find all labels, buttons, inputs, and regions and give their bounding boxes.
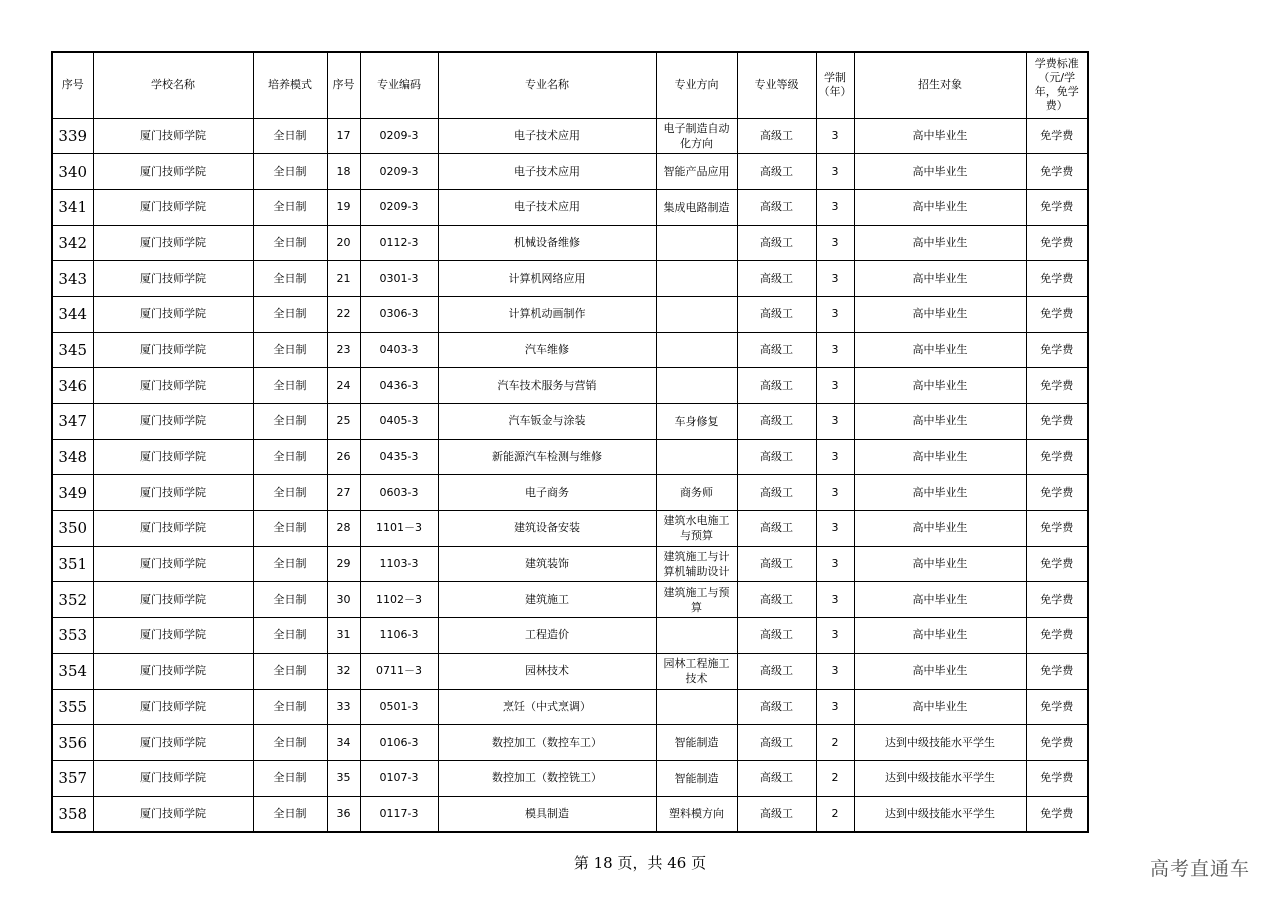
duration-years-cell: 3 bbox=[816, 404, 854, 440]
tuition-fee-cell: 免学费 bbox=[1026, 689, 1088, 725]
seq-no-cell: 21 bbox=[327, 261, 360, 297]
tuition-fee-cell: 免学费 bbox=[1026, 653, 1088, 689]
table-row bbox=[52, 189, 1088, 225]
major-code-cell: 0107-3 bbox=[360, 760, 438, 796]
training-mode-cell: 全日制 bbox=[253, 118, 327, 154]
major-name-cell: 建筑施工 bbox=[438, 582, 656, 618]
major-code-cell: 0403-3 bbox=[360, 332, 438, 368]
major-level-cell: 高级工 bbox=[737, 261, 816, 297]
seq-no-cell: 19 bbox=[327, 189, 360, 225]
tuition-fee-cell: 免学费 bbox=[1026, 261, 1088, 297]
tuition-fee-cell: 免学费 bbox=[1026, 546, 1088, 582]
table-row bbox=[52, 296, 1088, 332]
seq-no-cell: 24 bbox=[327, 368, 360, 404]
major-name-cell: 汽车维修 bbox=[438, 332, 656, 368]
major-name-cell: 电子技术应用 bbox=[438, 118, 656, 154]
target-students-cell: 达到中级技能水平学生 bbox=[854, 796, 1026, 832]
training-mode-cell: 全日制 bbox=[253, 760, 327, 796]
school-name-cell: 厦门技师学院 bbox=[93, 796, 253, 832]
tuition-fee-cell: 免学费 bbox=[1026, 618, 1088, 654]
major-level-cell: 高级工 bbox=[737, 225, 816, 261]
major-name-cell: 电子商务 bbox=[438, 475, 656, 511]
major-code-cell: 1102－3 bbox=[360, 582, 438, 618]
school-name-cell: 厦门技师学院 bbox=[93, 189, 253, 225]
major-direction-cell: 建筑施工与计算机辅助设计 bbox=[656, 546, 737, 582]
major-code-cell: 0209-3 bbox=[360, 118, 438, 154]
major-direction-cell bbox=[656, 368, 737, 404]
table-row bbox=[52, 368, 1088, 404]
target-students-cell: 高中毕业生 bbox=[854, 296, 1026, 332]
tuition-fee-cell: 免学费 bbox=[1026, 511, 1088, 547]
training-mode-cell: 全日制 bbox=[253, 261, 327, 297]
major-level-cell: 高级工 bbox=[737, 653, 816, 689]
duration-years-cell: 3 bbox=[816, 511, 854, 547]
table-row bbox=[52, 582, 1088, 618]
major-code-cell: 0306-3 bbox=[360, 296, 438, 332]
table-row bbox=[52, 332, 1088, 368]
training-mode-cell: 全日制 bbox=[253, 511, 327, 547]
tuition-fee-cell: 免学费 bbox=[1026, 296, 1088, 332]
enrollment-table bbox=[51, 51, 1089, 833]
target-students-cell: 高中毕业生 bbox=[854, 546, 1026, 582]
row-index-cell: 340 bbox=[52, 154, 93, 190]
major-name-cell: 机械设备维修 bbox=[438, 225, 656, 261]
school-name-cell: 厦门技师学院 bbox=[93, 368, 253, 404]
school-name-cell: 厦门技师学院 bbox=[93, 760, 253, 796]
duration-years-cell: 3 bbox=[816, 261, 854, 297]
school-name-cell: 厦门技师学院 bbox=[93, 296, 253, 332]
row-index-cell: 353 bbox=[52, 618, 93, 654]
school-name-cell: 厦门技师学院 bbox=[93, 154, 253, 190]
row-index-cell: 356 bbox=[52, 725, 93, 761]
duration-years-cell: 3 bbox=[816, 546, 854, 582]
target-students-cell: 高中毕业生 bbox=[854, 118, 1026, 154]
duration-years-cell: 3 bbox=[816, 582, 854, 618]
target-students-cell: 高中毕业生 bbox=[854, 439, 1026, 475]
seq-no-cell: 33 bbox=[327, 689, 360, 725]
training-mode-cell: 全日制 bbox=[253, 154, 327, 190]
row-index-cell: 346 bbox=[52, 368, 93, 404]
table-row bbox=[52, 653, 1088, 689]
seq-no-cell: 28 bbox=[327, 511, 360, 547]
major-name-cell: 新能源汽车检测与维修 bbox=[438, 439, 656, 475]
major-name-cell: 建筑设备安装 bbox=[438, 511, 656, 547]
major-direction-cell: 建筑施工与预算 bbox=[656, 582, 737, 618]
school-name-cell: 厦门技师学院 bbox=[93, 511, 253, 547]
table-row bbox=[52, 689, 1088, 725]
row-index-cell: 342 bbox=[52, 225, 93, 261]
major-direction-cell bbox=[656, 296, 737, 332]
major-code-cell: 0603-3 bbox=[360, 475, 438, 511]
major-level-cell: 高级工 bbox=[737, 475, 816, 511]
header-cell: 专业等级 bbox=[737, 52, 816, 118]
major-code-cell: 0405-3 bbox=[360, 404, 438, 440]
major-name-cell: 工程造价 bbox=[438, 618, 656, 654]
major-level-cell: 高级工 bbox=[737, 725, 816, 761]
school-name-cell: 厦门技师学院 bbox=[93, 225, 253, 261]
major-direction-cell: 车身修复 bbox=[656, 404, 737, 440]
training-mode-cell: 全日制 bbox=[253, 296, 327, 332]
seq-no-cell: 30 bbox=[327, 582, 360, 618]
major-direction-cell: 智能产品应用 bbox=[656, 154, 737, 190]
tuition-fee-cell: 免学费 bbox=[1026, 475, 1088, 511]
duration-years-cell: 3 bbox=[816, 118, 854, 154]
major-name-cell: 模具制造 bbox=[438, 796, 656, 832]
row-index-cell: 352 bbox=[52, 582, 93, 618]
major-level-cell: 高级工 bbox=[737, 154, 816, 190]
seq-no-cell: 23 bbox=[327, 332, 360, 368]
target-students-cell: 高中毕业生 bbox=[854, 689, 1026, 725]
target-students-cell: 高中毕业生 bbox=[854, 189, 1026, 225]
duration-years-cell: 2 bbox=[816, 725, 854, 761]
major-direction-cell bbox=[656, 261, 737, 297]
major-level-cell: 高级工 bbox=[737, 689, 816, 725]
seq-no-cell: 29 bbox=[327, 546, 360, 582]
school-name-cell: 厦门技师学院 bbox=[93, 653, 253, 689]
major-code-cell: 0106-3 bbox=[360, 725, 438, 761]
tuition-fee-cell: 免学费 bbox=[1026, 725, 1088, 761]
major-level-cell: 高级工 bbox=[737, 760, 816, 796]
major-level-cell: 高级工 bbox=[737, 118, 816, 154]
school-name-cell: 厦门技师学院 bbox=[93, 546, 253, 582]
tuition-fee-cell: 免学费 bbox=[1026, 760, 1088, 796]
tuition-fee-cell: 免学费 bbox=[1026, 189, 1088, 225]
training-mode-cell: 全日制 bbox=[253, 439, 327, 475]
table-row bbox=[52, 760, 1088, 796]
target-students-cell: 高中毕业生 bbox=[854, 404, 1026, 440]
tuition-fee-cell: 免学费 bbox=[1026, 225, 1088, 261]
school-name-cell: 厦门技师学院 bbox=[93, 582, 253, 618]
target-students-cell: 高中毕业生 bbox=[854, 618, 1026, 654]
major-code-cell: 0301-3 bbox=[360, 261, 438, 297]
table-row bbox=[52, 154, 1088, 190]
major-name-cell: 数控加工（数控车工） bbox=[438, 725, 656, 761]
major-name-cell: 数控加工（数控铣工） bbox=[438, 760, 656, 796]
duration-years-cell: 2 bbox=[816, 796, 854, 832]
training-mode-cell: 全日制 bbox=[253, 653, 327, 689]
school-name-cell: 厦门技师学院 bbox=[93, 118, 253, 154]
row-index-cell: 341 bbox=[52, 189, 93, 225]
seq-no-cell: 31 bbox=[327, 618, 360, 654]
training-mode-cell: 全日制 bbox=[253, 475, 327, 511]
major-code-cell: 0501-3 bbox=[360, 689, 438, 725]
major-name-cell: 烹饪（中式烹调） bbox=[438, 689, 656, 725]
seq-no-cell: 20 bbox=[327, 225, 360, 261]
major-name-cell: 电子技术应用 bbox=[438, 189, 656, 225]
header-cell: 序号 bbox=[52, 52, 93, 118]
seq-no-cell: 32 bbox=[327, 653, 360, 689]
training-mode-cell: 全日制 bbox=[253, 404, 327, 440]
watermark-logo-text: 高考直通车 bbox=[1149, 858, 1250, 880]
duration-years-cell: 3 bbox=[816, 475, 854, 511]
row-index-cell: 343 bbox=[52, 261, 93, 297]
row-index-cell: 344 bbox=[52, 296, 93, 332]
school-name-cell: 厦门技师学院 bbox=[93, 404, 253, 440]
major-code-cell: 0711－3 bbox=[360, 653, 438, 689]
major-name-cell: 计算机网络应用 bbox=[438, 261, 656, 297]
school-name-cell: 厦门技师学院 bbox=[93, 332, 253, 368]
major-name-cell: 建筑装饰 bbox=[438, 546, 656, 582]
table-row bbox=[52, 118, 1088, 154]
row-index-cell: 339 bbox=[52, 118, 93, 154]
major-code-cell: 0209-3 bbox=[360, 154, 438, 190]
duration-years-cell: 3 bbox=[816, 154, 854, 190]
school-name-cell: 厦门技师学院 bbox=[93, 439, 253, 475]
major-code-cell: 1101－3 bbox=[360, 511, 438, 547]
page-number: 第 18 页，共 46 页 bbox=[573, 854, 707, 872]
seq-no-cell: 34 bbox=[327, 725, 360, 761]
training-mode-cell: 全日制 bbox=[253, 225, 327, 261]
table-row bbox=[52, 618, 1088, 654]
duration-years-cell: 3 bbox=[816, 618, 854, 654]
header-cell: 学制 （年） bbox=[816, 52, 854, 118]
duration-years-cell: 3 bbox=[816, 189, 854, 225]
target-students-cell: 高中毕业生 bbox=[854, 368, 1026, 404]
major-direction-cell: 集成电路制造 bbox=[656, 189, 737, 225]
table-body bbox=[52, 118, 1088, 832]
training-mode-cell: 全日制 bbox=[253, 332, 327, 368]
major-level-cell: 高级工 bbox=[737, 296, 816, 332]
major-direction-cell: 电子制造自动化方向 bbox=[656, 118, 737, 154]
header-cell: 专业方向 bbox=[656, 52, 737, 118]
major-level-cell: 高级工 bbox=[737, 582, 816, 618]
training-mode-cell: 全日制 bbox=[253, 368, 327, 404]
row-index-cell: 347 bbox=[52, 404, 93, 440]
row-index-cell: 349 bbox=[52, 475, 93, 511]
seq-no-cell: 26 bbox=[327, 439, 360, 475]
header-cell: 培养模式 bbox=[253, 52, 327, 118]
header-row bbox=[52, 52, 1088, 118]
target-students-cell: 高中毕业生 bbox=[854, 225, 1026, 261]
row-index-cell: 345 bbox=[52, 332, 93, 368]
duration-years-cell: 3 bbox=[816, 439, 854, 475]
seq-no-cell: 18 bbox=[327, 154, 360, 190]
header-cell: 序号 bbox=[327, 52, 360, 118]
major-name-cell: 汽车钣金与涂装 bbox=[438, 404, 656, 440]
major-direction-cell bbox=[656, 439, 737, 475]
major-code-cell: 0117-3 bbox=[360, 796, 438, 832]
training-mode-cell: 全日制 bbox=[253, 546, 327, 582]
major-direction-cell: 智能制造 bbox=[656, 760, 737, 796]
major-name-cell: 汽车技术服务与营销 bbox=[438, 368, 656, 404]
major-direction-cell: 塑料模方向 bbox=[656, 796, 737, 832]
table-row bbox=[52, 261, 1088, 297]
duration-years-cell: 2 bbox=[816, 760, 854, 796]
target-students-cell: 高中毕业生 bbox=[854, 511, 1026, 547]
major-direction-cell: 建筑水电施工与预算 bbox=[656, 511, 737, 547]
seq-no-cell: 22 bbox=[327, 296, 360, 332]
target-students-cell: 达到中级技能水平学生 bbox=[854, 725, 1026, 761]
target-students-cell: 高中毕业生 bbox=[854, 653, 1026, 689]
major-direction-cell bbox=[656, 332, 737, 368]
seq-no-cell: 17 bbox=[327, 118, 360, 154]
major-level-cell: 高级工 bbox=[737, 796, 816, 832]
table-row bbox=[52, 475, 1088, 511]
seq-no-cell: 27 bbox=[327, 475, 360, 511]
tuition-fee-cell: 免学费 bbox=[1026, 332, 1088, 368]
major-name-cell: 电子技术应用 bbox=[438, 154, 656, 190]
tuition-fee-cell: 免学费 bbox=[1026, 796, 1088, 832]
major-level-cell: 高级工 bbox=[737, 189, 816, 225]
major-direction-cell: 园林工程施工技术 bbox=[656, 653, 737, 689]
header-cell: 专业编码 bbox=[360, 52, 438, 118]
table-row bbox=[52, 511, 1088, 547]
duration-years-cell: 3 bbox=[816, 653, 854, 689]
major-direction-cell: 智能制造 bbox=[656, 725, 737, 761]
major-direction-cell: 商务师 bbox=[656, 475, 737, 511]
major-direction-cell bbox=[656, 225, 737, 261]
major-level-cell: 高级工 bbox=[737, 404, 816, 440]
row-index-cell: 355 bbox=[52, 689, 93, 725]
table-row bbox=[52, 796, 1088, 832]
major-level-cell: 高级工 bbox=[737, 439, 816, 475]
school-name-cell: 厦门技师学院 bbox=[93, 475, 253, 511]
header-cell: 学费标准 （元/学 年，免学 费） bbox=[1026, 52, 1088, 118]
duration-years-cell: 3 bbox=[816, 689, 854, 725]
major-code-cell: 0112-3 bbox=[360, 225, 438, 261]
seq-no-cell: 35 bbox=[327, 760, 360, 796]
target-students-cell: 高中毕业生 bbox=[854, 154, 1026, 190]
table-row bbox=[52, 225, 1088, 261]
duration-years-cell: 3 bbox=[816, 225, 854, 261]
training-mode-cell: 全日制 bbox=[253, 796, 327, 832]
major-level-cell: 高级工 bbox=[737, 368, 816, 404]
tuition-fee-cell: 免学费 bbox=[1026, 582, 1088, 618]
seq-no-cell: 36 bbox=[327, 796, 360, 832]
training-mode-cell: 全日制 bbox=[253, 689, 327, 725]
major-level-cell: 高级工 bbox=[737, 546, 816, 582]
duration-years-cell: 3 bbox=[816, 368, 854, 404]
row-index-cell: 354 bbox=[52, 653, 93, 689]
table-row bbox=[52, 546, 1088, 582]
row-index-cell: 348 bbox=[52, 439, 93, 475]
major-code-cell: 1103-3 bbox=[360, 546, 438, 582]
training-mode-cell: 全日制 bbox=[253, 189, 327, 225]
target-students-cell: 高中毕业生 bbox=[854, 582, 1026, 618]
row-index-cell: 351 bbox=[52, 546, 93, 582]
major-direction-cell bbox=[656, 689, 737, 725]
training-mode-cell: 全日制 bbox=[253, 582, 327, 618]
row-index-cell: 350 bbox=[52, 511, 93, 547]
tuition-fee-cell: 免学费 bbox=[1026, 154, 1088, 190]
major-level-cell: 高级工 bbox=[737, 618, 816, 654]
seq-no-cell: 25 bbox=[327, 404, 360, 440]
school-name-cell: 厦门技师学院 bbox=[93, 618, 253, 654]
target-students-cell: 高中毕业生 bbox=[854, 475, 1026, 511]
tuition-fee-cell: 免学费 bbox=[1026, 404, 1088, 440]
table-row bbox=[52, 725, 1088, 761]
major-name-cell: 计算机动画制作 bbox=[438, 296, 656, 332]
major-level-cell: 高级工 bbox=[737, 332, 816, 368]
header-cell: 学校名称 bbox=[93, 52, 253, 118]
major-code-cell: 1106-3 bbox=[360, 618, 438, 654]
major-code-cell: 0435-3 bbox=[360, 439, 438, 475]
school-name-cell: 厦门技师学院 bbox=[93, 725, 253, 761]
tuition-fee-cell: 免学费 bbox=[1026, 118, 1088, 154]
duration-years-cell: 3 bbox=[816, 332, 854, 368]
target-students-cell: 高中毕业生 bbox=[854, 332, 1026, 368]
major-name-cell: 园林技术 bbox=[438, 653, 656, 689]
table-row bbox=[52, 404, 1088, 440]
table-row bbox=[52, 439, 1088, 475]
header-cell: 招生对象 bbox=[854, 52, 1026, 118]
tuition-fee-cell: 免学费 bbox=[1026, 439, 1088, 475]
target-students-cell: 高中毕业生 bbox=[854, 261, 1026, 297]
target-students-cell: 达到中级技能水平学生 bbox=[854, 760, 1026, 796]
row-index-cell: 357 bbox=[52, 760, 93, 796]
duration-years-cell: 3 bbox=[816, 296, 854, 332]
training-mode-cell: 全日制 bbox=[253, 725, 327, 761]
row-index-cell: 358 bbox=[52, 796, 93, 832]
training-mode-cell: 全日制 bbox=[253, 618, 327, 654]
school-name-cell: 厦门技师学院 bbox=[93, 689, 253, 725]
header-cell: 专业名称 bbox=[438, 52, 656, 118]
school-name-cell: 厦门技师学院 bbox=[93, 261, 253, 297]
major-code-cell: 0436-3 bbox=[360, 368, 438, 404]
major-direction-cell bbox=[656, 618, 737, 654]
major-level-cell: 高级工 bbox=[737, 511, 816, 547]
major-code-cell: 0209-3 bbox=[360, 189, 438, 225]
tuition-fee-cell: 免学费 bbox=[1026, 368, 1088, 404]
